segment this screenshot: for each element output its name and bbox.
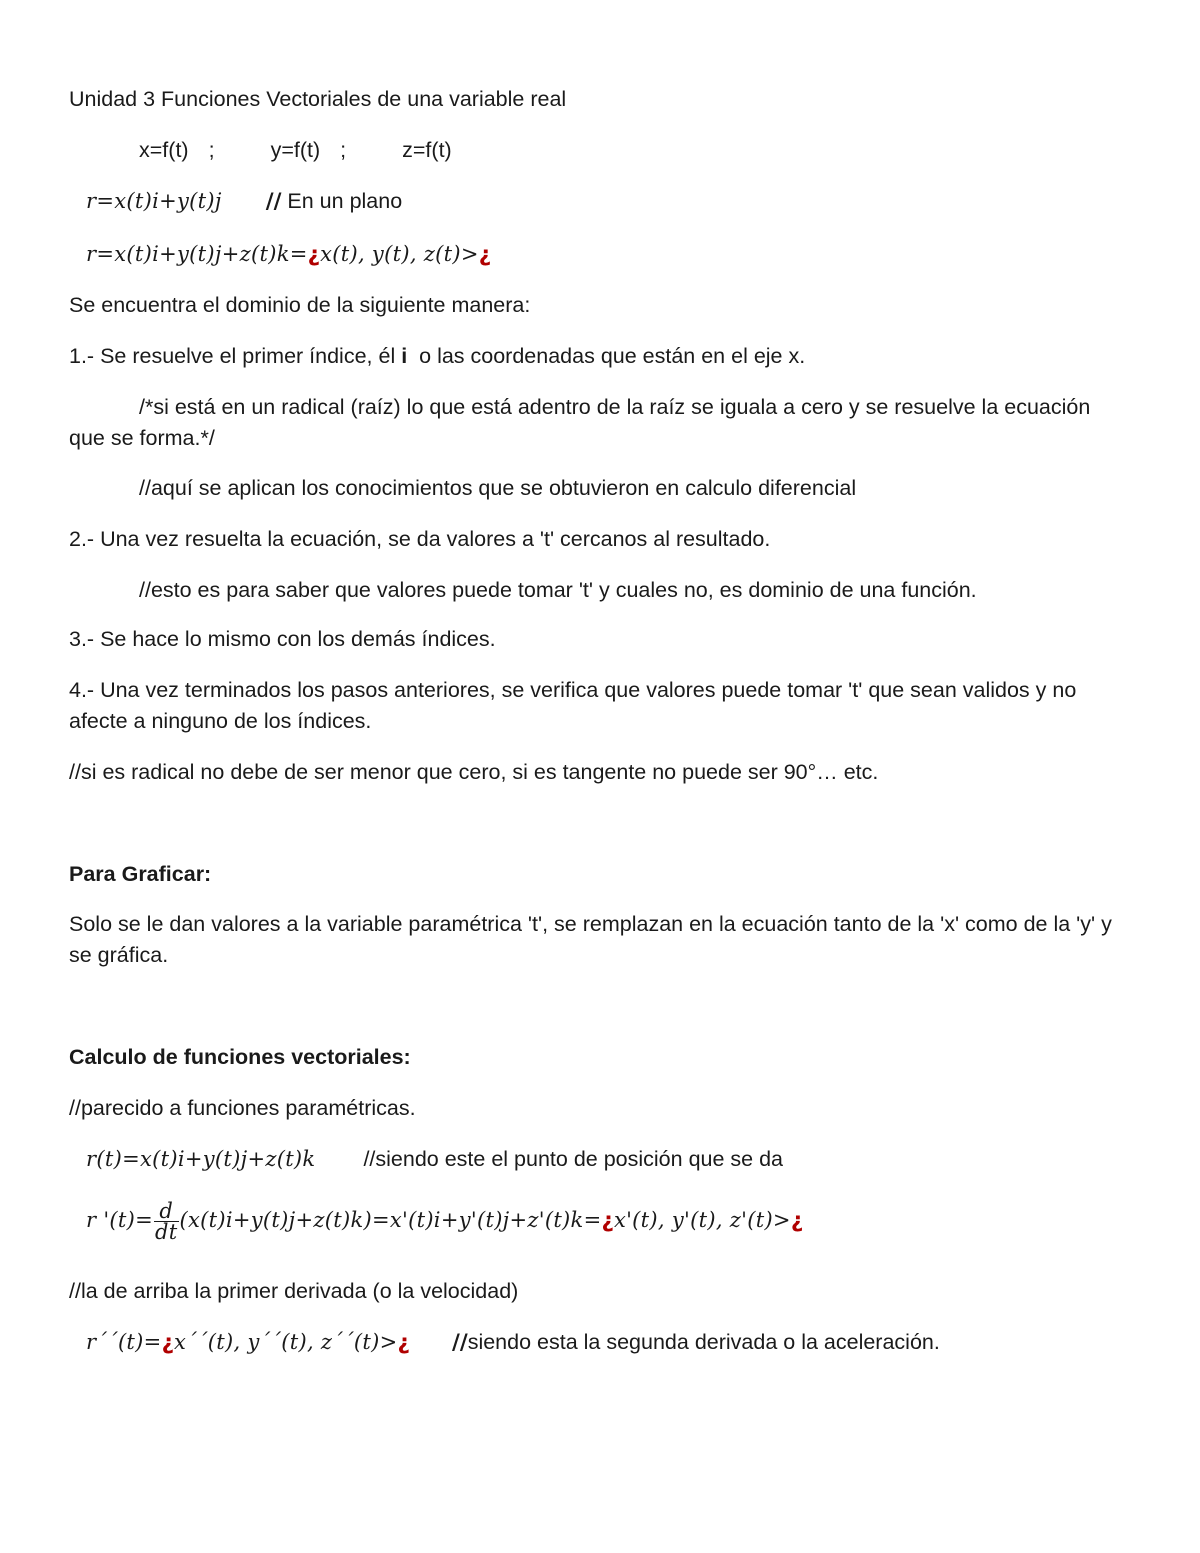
formula-velocity-tuple: x'(t), y'(t), z'(t)>: [613, 1208, 791, 1232]
formula-plane: r=x(t)i+y(t)j: [86, 189, 222, 213]
parametric-equations: [139, 135, 1130, 166]
step-1-note-2: //aquí se aplican los conocimientos que se obtuvieron en calculo diferencial: [139, 476, 857, 500]
formula-space-part2: x(t), y(t), z(t)>: [320, 242, 479, 266]
formula-velocity-lhs: r '(t)=: [86, 1208, 154, 1232]
comment-position: //siendo este el punto de posición que se da: [363, 1147, 784, 1171]
comment-acceleration: siendo esta la segunda derivada o la aceleración.: [467, 1330, 940, 1354]
step-1-bold-i: i: [401, 344, 408, 368]
step-4: 4.- Una vez terminados los pasos anteriores, se verifica que valores puede tomar 't' que sean validos y no afecte a ninguno de los índices.: [69, 678, 1077, 733]
step-2-note: //esto es para saber que valores puede tomar 't' y cuales no, es dominio de una función.: [139, 578, 977, 602]
equation-position: [86, 1144, 1130, 1175]
accel-comment-slashes: //: [451, 1330, 468, 1355]
equation-plane: [86, 186, 1130, 217]
velocity-note: //la de arriba la primer derivada (o la velocidad): [69, 1279, 519, 1303]
equation-velocity: [86, 1200, 1130, 1242]
step-1: [69, 341, 1130, 372]
formula-velocity-rhs: (x(t)i+y(t)j+z(t)k)=x'(t)i+y'(t)j+z'(t)k=: [179, 1208, 602, 1232]
equation-acceleration: [86, 1327, 1130, 1358]
step-3: 3.- Se hace lo mismo con los demás índices.: [69, 627, 496, 651]
domain-intro: Se encuentra el dominio de la siguiente manera:: [69, 293, 531, 317]
fraction-numerator: d: [154, 1201, 178, 1222]
graph-heading: Para Graficar:: [69, 862, 212, 886]
step-1-after: o las coordenadas que están en el eje x.: [407, 344, 806, 368]
formula-accel-tuple: x´´(t), y´´(t), z´´(t)>: [174, 1330, 398, 1354]
document-title: Unidad 3 Funciones Vectoriales de una variable real: [69, 87, 567, 111]
step-2: 2.- Una vez resuelta la ecuación, se da valores a 't' cercanos al resultado.: [69, 527, 771, 551]
calc-heading: Calculo de funciones vectoriales:: [69, 1045, 411, 1069]
inverted-question-2: ¿: [478, 242, 492, 267]
formula-space-part1: r=x(t)i+y(t)j+z(t)k=: [86, 242, 308, 266]
step-1-note-1: /*si está en un radical (raíz) lo que está adentro de la raíz se iguala a cero y se resuelve la ecuación que se forma.*/: [69, 395, 1091, 450]
inverted-question-5: ¿: [161, 1330, 175, 1355]
eq-z: z=f(t): [402, 138, 452, 162]
derivative-fraction: [154, 1198, 178, 1244]
inverted-question-4: ¿: [790, 1208, 804, 1233]
formula-accel-lhs: r´´(t)=: [86, 1330, 162, 1354]
comment-slashes: //: [265, 189, 282, 214]
calc-note: //parecido a funciones paramétricas.: [69, 1096, 416, 1120]
eq-x: x=f(t): [139, 138, 189, 162]
formula-position: r(t)=x(t)i+y(t)j+z(t)k: [86, 1147, 316, 1171]
eq-sep-1: ;: [208, 138, 215, 162]
inverted-question-6: ¿: [397, 1330, 410, 1355]
eq-sep-2: ;: [340, 138, 347, 162]
inverted-question-3: ¿: [601, 1208, 614, 1233]
equation-space: [86, 239, 1130, 270]
eq-y: y=f(t): [270, 138, 321, 162]
graph-text: Solo se le dan valores a la variable paramétrica 't', se remplazan en la ecuación tanto de la 'x' como de la 'y' y se gráfica.: [69, 912, 1112, 967]
comment-plane: En un plano: [281, 189, 403, 213]
inverted-question-1: ¿: [307, 242, 321, 267]
step-1-before: 1.- Se resuelve el primer índice, él: [69, 344, 402, 368]
step-4-note: //si es radical no debe de ser menor que cero, si es tangente no puede ser 90°… etc.: [69, 760, 879, 784]
fraction-denominator: dt: [155, 1219, 178, 1244]
